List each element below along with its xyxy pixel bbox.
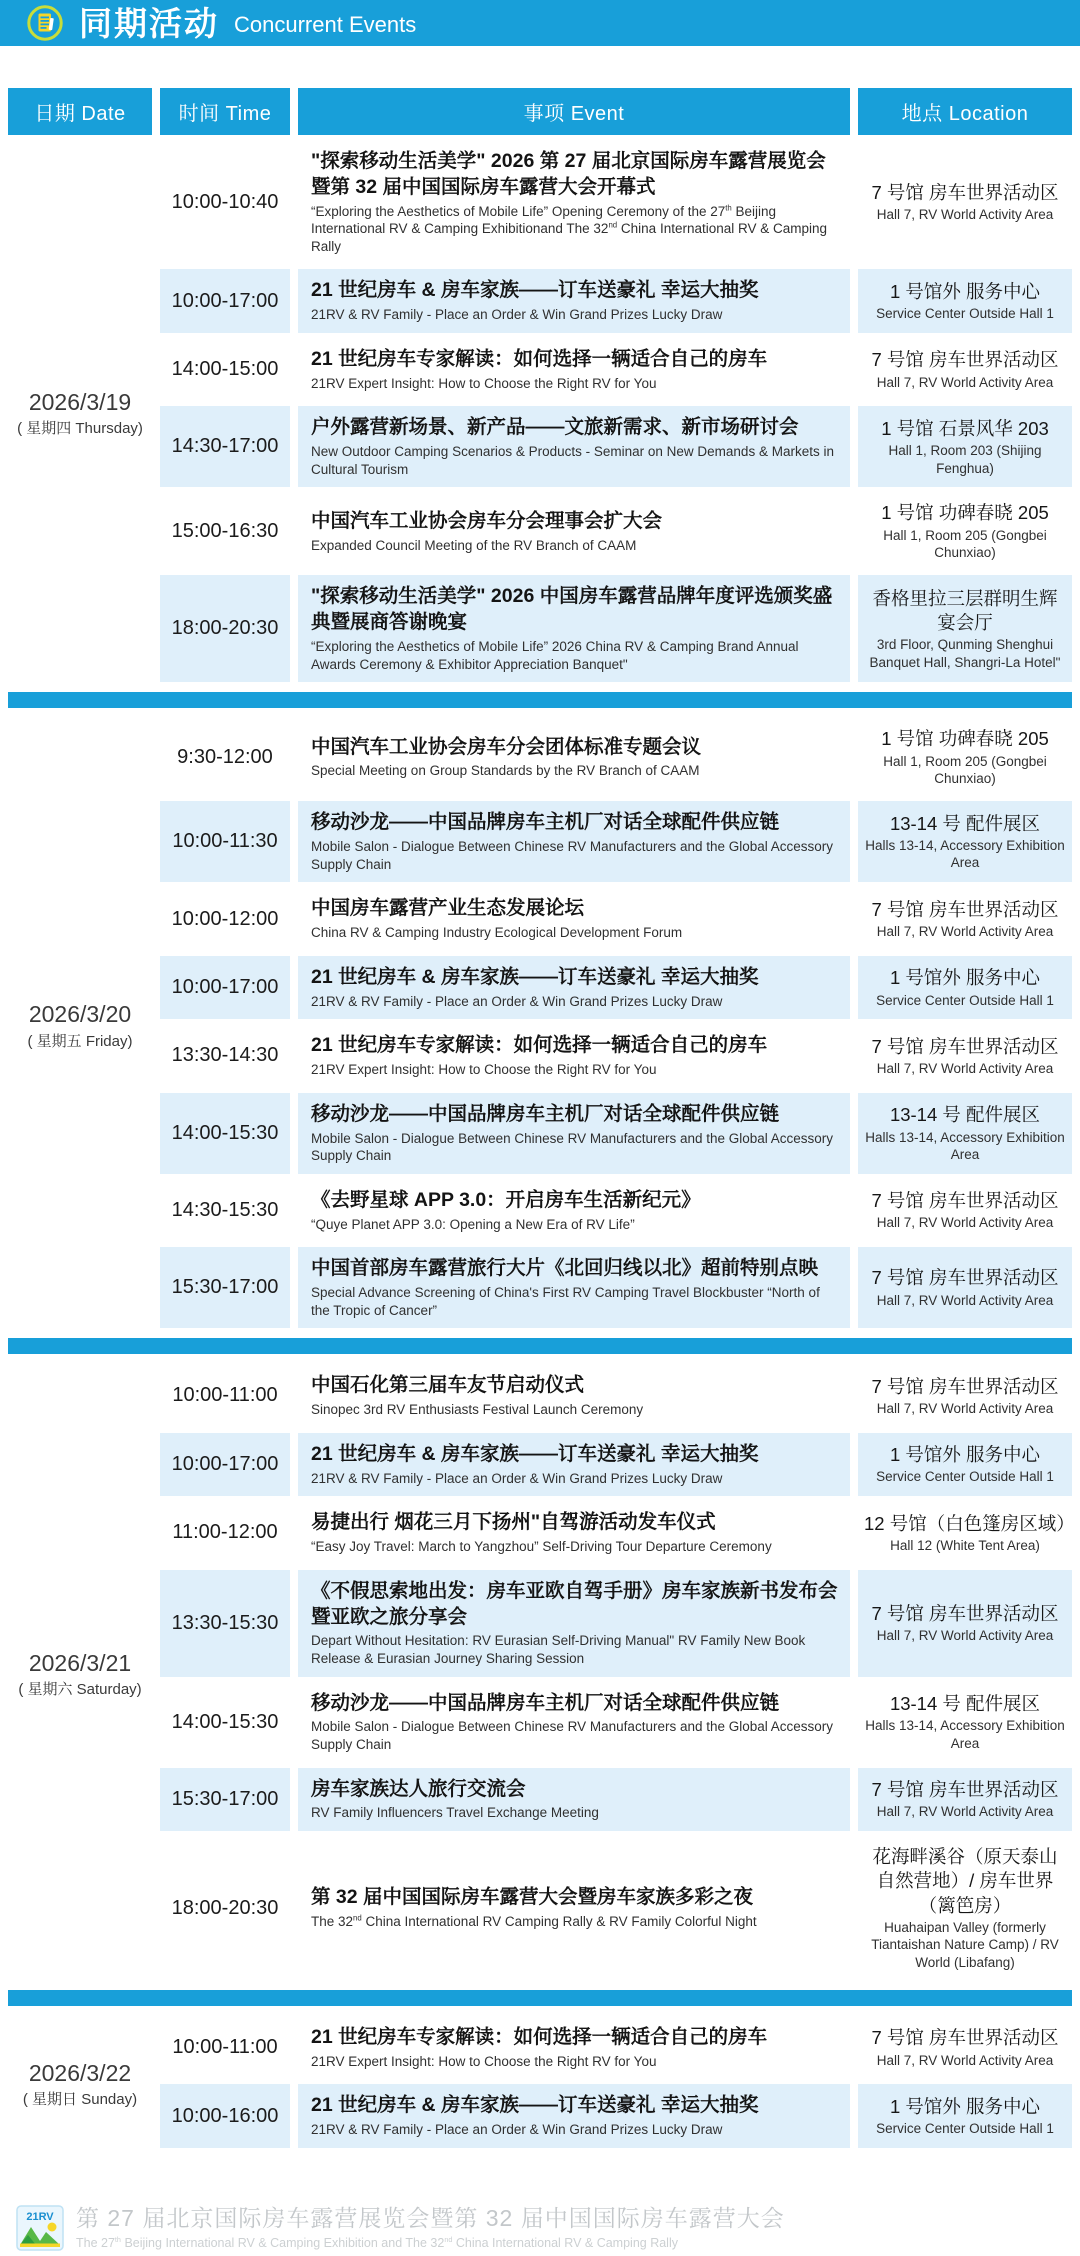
page-header	[0, 0, 1080, 46]
location-cell	[858, 492, 1072, 570]
table-row	[160, 718, 1072, 796]
event-title-zh: 21 世纪房车 & 房车家族——订车送豪礼 幸运大抽奖	[311, 1442, 759, 1465]
location-en: Halls 13-14, Accessory Exhibition Area	[865, 838, 1065, 871]
location-zh: 1 号馆 功碑春晓 205	[881, 502, 1049, 524]
location-cell	[858, 801, 1072, 882]
event-cell	[298, 1768, 850, 1831]
location-en: Hall 1, Room 203 (Shijing Fenghua)	[888, 443, 1042, 476]
time-cell: 15:30-17:00	[160, 1768, 290, 1831]
time-cell: 15:00-16:30	[160, 492, 290, 570]
table-row	[160, 801, 1072, 882]
table-row	[160, 406, 1072, 487]
date-cell	[8, 718, 152, 1333]
location-zh: 7 号馆 房车世界活动区	[871, 1267, 1059, 1289]
event-title-zh: 21 世纪房车专家解读：如何选择一辆适合自己的房车	[311, 2026, 768, 2049]
location-en: Hall 7, RV World Activity Area	[876, 374, 1054, 390]
event-title-en: “Easy Joy Travel: March to Yangzhou” Self-Driving Tour Departure Ceremony	[311, 1539, 772, 1555]
time-cell: 9:30-12:00	[160, 718, 290, 796]
location-en: Hall 12 (White Tent Area)	[890, 1537, 1040, 1553]
location-zh: 7 号馆 房车世界活动区	[871, 1778, 1059, 1800]
time-cell: 14:00-15:00	[160, 338, 290, 401]
table-row	[160, 956, 1072, 1019]
location-cell	[858, 2084, 1072, 2147]
day-section	[8, 140, 1072, 687]
table-row	[160, 1836, 1072, 1980]
location-zh: 1 号馆 功碑春晓 205	[881, 728, 1049, 750]
location-cell	[858, 956, 1072, 1019]
section-divider	[8, 692, 1072, 708]
event-title-en: 21RV Expert Insight: How to Choose the Right RV for You	[311, 1062, 657, 1078]
event-title-zh: 21 世纪房车专家解读：如何选择一辆适合自己的房车	[311, 347, 768, 370]
location-en: Hall 7, RV World Activity Area	[876, 2052, 1054, 2068]
table-row	[160, 269, 1072, 332]
location-cell	[858, 1093, 1072, 1174]
column-header-event: 事项 Event	[298, 88, 850, 135]
event-title-zh: 移动沙龙——中国品牌房车主机厂对话全球配件供应链	[311, 811, 780, 834]
day-rows	[160, 2016, 1072, 2153]
location-cell	[858, 1570, 1072, 1677]
location-cell	[858, 269, 1072, 332]
event-title-en: 21RV & RV Family - Place an Order & Win Grand Prizes Lucky Draw	[311, 2122, 723, 2138]
time-cell: 13:30-15:30	[160, 1570, 290, 1677]
event-cell	[298, 1836, 850, 1980]
event-title-zh: 中国首部房车露营旅行大片《北回归线以北》超前特别点映	[311, 1257, 819, 1280]
day-rows	[160, 1364, 1075, 1985]
time-cell: 10:00-16:00	[160, 2084, 290, 2147]
event-title-en: RV Family Influencers Travel Exchange Meeting	[311, 1805, 599, 1821]
time-cell: 14:00-15:30	[160, 1682, 290, 1763]
location-cell	[858, 406, 1072, 487]
event-title-en: 21RV Expert Insight: How to Choose the Right RV for You	[311, 375, 657, 391]
date-value: 2026/3/21	[28, 1649, 132, 1676]
column-header-time: 时间 Time	[160, 88, 290, 135]
time-cell: 14:30-17:00	[160, 406, 290, 487]
location-zh: 13-14 号 配件展区	[889, 812, 1041, 834]
location-en: Hall 1, Room 205 (Gongbei Chunxiao)	[883, 753, 1047, 786]
section-divider	[8, 1990, 1072, 2006]
time-cell: 10:00-17:00	[160, 1433, 290, 1496]
event-cell	[298, 1247, 850, 1328]
location-en: Hall 7, RV World Activity Area	[876, 207, 1054, 223]
event-cell	[298, 269, 850, 332]
location-cell	[858, 1179, 1072, 1242]
event-title-zh: 户外露营新场景、新产品——文旅新需求、新市场研讨会	[311, 416, 799, 439]
time-cell: 10:00-12:00	[160, 887, 290, 950]
date-value: 2026/3/19	[28, 388, 132, 415]
event-title-en: Special Meeting on Group Standards by the RV Branch of CAAM	[311, 763, 700, 779]
location-zh: 13-14 号 配件展区	[889, 1693, 1041, 1715]
table-row	[160, 1247, 1072, 1328]
event-cell	[298, 718, 850, 796]
event-cell	[298, 1501, 850, 1564]
time-cell: 15:30-17:00	[160, 1247, 290, 1328]
event-title-zh: 《去野星球 APP 3.0：开启房车生活新纪元》	[311, 1188, 701, 1211]
event-cell	[298, 2084, 850, 2147]
table-row	[160, 140, 1072, 264]
time-cell: 10:00-11:00	[160, 1364, 290, 1427]
location-cell	[858, 338, 1072, 401]
location-cell	[858, 1682, 1072, 1763]
event-cell	[298, 406, 850, 487]
location-cell	[858, 1501, 1075, 1564]
weekday-value: ( 星期日 Sunday)	[22, 2091, 138, 2109]
location-cell	[858, 2016, 1072, 2079]
event-title-zh: 21 世纪房车 & 房车家族——订车送豪礼 幸运大抽奖	[311, 2094, 759, 2117]
expo-logo	[16, 2205, 64, 2251]
time-cell: 14:30-15:30	[160, 1179, 290, 1242]
location-en: Service Center Outside Hall 1	[876, 1469, 1054, 1485]
event-title-en: 21RV & RV Family - Place an Order & Win Grand Prizes Lucky Draw	[311, 993, 723, 1009]
event-title-zh: 中国汽车工业协会房车分会理事会扩大会	[311, 509, 663, 532]
event-cell	[298, 1433, 850, 1496]
location-cell	[858, 575, 1072, 682]
date-cell	[8, 1364, 152, 1985]
event-title-en: Special Advance Screening of China's First RV Camping Travel Blockbuster “North of the Tropic of Cancer”	[311, 1285, 820, 1318]
location-zh: 7 号馆 房车世界活动区	[871, 898, 1059, 920]
table-row	[160, 575, 1072, 682]
location-en: Hall 1, Room 205 (Gongbei Chunxiao)	[883, 527, 1047, 561]
event-title-en: Mobile Salon - Dialogue Between Chinese RV Manufacturers and the Global Accessory Supply Chain	[311, 1719, 834, 1752]
day-section	[8, 1364, 1075, 1985]
location-zh: 7 号馆 房车世界活动区	[871, 1602, 1059, 1624]
location-cell	[858, 1247, 1072, 1328]
table-row	[160, 1433, 1072, 1496]
location-zh: 花海畔溪谷（原天泰山自然营地）/ 房车世界（篱笆房）	[872, 1846, 1058, 1916]
events-doc-icon	[26, 4, 64, 42]
table-row	[160, 1093, 1072, 1174]
event-cell	[298, 1570, 850, 1677]
location-cell	[858, 1364, 1072, 1427]
table-row	[160, 1570, 1072, 1677]
table-row	[160, 492, 1072, 570]
event-title-zh: 21 世纪房车 & 房车家族——订车送豪礼 幸运大抽奖	[311, 279, 759, 302]
event-cell	[298, 1093, 850, 1174]
date-cell	[8, 2016, 152, 2153]
location-zh: 7 号馆 房车世界活动区	[871, 1190, 1059, 1212]
table-row	[160, 1364, 1072, 1427]
table-body	[8, 140, 1075, 2153]
table-header-row	[8, 88, 1072, 135]
event-title-zh: "探索移动生活美学" 2026 第 27 届北京国际房车露营展览会暨第 32 届中国国际房车露营大会开幕式	[311, 150, 826, 198]
event-cell	[298, 492, 850, 570]
location-zh: 13-14 号 配件展区	[889, 1104, 1041, 1126]
location-cell	[858, 887, 1072, 950]
event-title-en: “Quye Planet APP 3.0: Opening a New Era of RV Life”	[311, 1216, 635, 1232]
table-row	[160, 1024, 1072, 1087]
event-cell	[298, 1364, 850, 1427]
location-en: Hall 7, RV World Activity Area	[876, 1400, 1054, 1416]
location-zh: 1 号馆外 服务中心	[889, 1444, 1041, 1466]
event-title-zh: "探索移动生活美学" 2026 中国房车露营品牌年度评选颁奖盛典暨展商答谢晚宴	[311, 585, 833, 634]
location-en: Huahaipan Valley (formerly Tiantaishan Nature Camp) / RV World (Libafang)	[871, 1920, 1059, 1970]
date-value: 2026/3/22	[28, 2059, 132, 2086]
location-cell	[858, 1836, 1072, 1980]
table-row	[160, 1179, 1072, 1242]
event-title-zh: 房车家族达人旅行交流会	[311, 1777, 526, 1800]
event-cell	[298, 887, 850, 950]
event-title-en: 21RV & RV Family - Place an Order & Win Grand Prizes Lucky Draw	[311, 307, 723, 323]
event-title-en: Sinopec 3rd RV Enthusiasts Festival Launch Ceremony	[311, 1402, 644, 1418]
location-zh: 7 号馆 房车世界活动区	[871, 1375, 1059, 1397]
event-title-en: “Exploring the Aesthetics of Mobile Life” 2026 China RV & Camping Brand Annual Awards Ceremony & Exhibitor Appreciation Banquet"	[311, 639, 799, 672]
location-en: Hall 7, RV World Activity Area	[876, 924, 1054, 940]
location-en: Halls 13-14, Accessory Exhibition Area	[865, 1718, 1065, 1751]
table-row	[160, 2016, 1072, 2079]
location-en: Hall 7, RV World Activity Area	[876, 1292, 1054, 1308]
weekday-value: ( 星期四 Thursday)	[17, 420, 143, 438]
event-title-zh: 第 32 届中国国际房车露营大会暨房车家族多彩之夜	[311, 1886, 754, 1909]
event-cell	[298, 801, 850, 882]
event-title-zh: 中国房车露营产业生态发展论坛	[311, 897, 585, 920]
location-zh: 7 号馆 房车世界活动区	[871, 349, 1059, 371]
event-title-en: 21RV & RV Family - Place an Order & Win Grand Prizes Lucky Draw	[311, 1470, 723, 1486]
location-zh: 7 号馆 房车世界活动区	[871, 1035, 1059, 1057]
event-title-zh: 移动沙龙——中国品牌房车主机厂对话全球配件供应链	[311, 1691, 780, 1714]
location-en: 3rd Floor, Qunming Shenghui Banquet Hall, Shangri-La Hotel"	[869, 637, 1061, 670]
section-divider	[8, 1338, 1072, 1354]
event-title-zh: 易捷出行 烟花三月下扬州"自驾游活动发车仪式	[311, 1511, 716, 1534]
date-cell	[8, 140, 152, 687]
time-cell: 10:00-17:00	[160, 956, 290, 1019]
location-zh: 香格里拉三层群明生辉宴会厅	[872, 587, 1058, 634]
location-cell	[858, 1024, 1072, 1087]
event-cell	[298, 1024, 850, 1087]
footer-title-zh: 第 27 届北京国际房车露营展览会暨第 32 届中国国际房车露营大会	[76, 2205, 785, 2232]
weekday-value: ( 星期六 Saturday)	[18, 1681, 142, 1699]
event-title-en: New Outdoor Camping Scenarios & Products - Seminar on New Demands & Markets in Cultural Tourism	[311, 444, 834, 477]
time-cell: 18:00-20:30	[160, 575, 290, 682]
time-cell: 10:00-17:00	[160, 269, 290, 332]
location-cell	[858, 1768, 1072, 1831]
event-cell	[298, 140, 850, 264]
page-footer	[16, 2205, 1080, 2251]
time-cell: 18:00-20:30	[160, 1836, 290, 1980]
event-title-en: Depart Without Hesitation: RV Eurasian Self-Driving Manual" RV Family New Book Release & Eurasian Journey Sharing Session	[311, 1633, 806, 1666]
location-zh: 1 号馆外 服务中心	[889, 967, 1041, 989]
event-title-zh: 21 世纪房车专家解读：如何选择一辆适合自己的房车	[311, 1034, 768, 1057]
location-en: Service Center Outside Hall 1	[876, 992, 1054, 1008]
time-cell: 10:00-11:00	[160, 2016, 290, 2079]
day-rows	[160, 718, 1072, 1333]
event-cell	[298, 1682, 850, 1763]
location-zh: 1 号馆外 服务中心	[889, 280, 1041, 302]
location-zh: 1 号馆 石景风华 203	[881, 417, 1049, 439]
day-section	[8, 2016, 1072, 2153]
table-row	[160, 1768, 1072, 1831]
event-title-zh: 中国石化第三届车友节启动仪式	[311, 1374, 585, 1397]
event-title-en: “Exploring the Aesthetics of Mobile Life” Opening Ceremony of the 27th Beijing International RV & Camping Exhibitionand The 32nd China International RV & Camping Rally	[311, 203, 828, 254]
column-header-date: 日期 Date	[8, 88, 152, 135]
date-value: 2026/3/20	[28, 1000, 132, 1027]
location-cell	[858, 140, 1072, 264]
event-cell	[298, 956, 850, 1019]
location-zh: 1 号馆外 服务中心	[889, 2095, 1041, 2117]
time-cell: 11:00-12:00	[160, 1501, 290, 1564]
event-title-en: China RV & Camping Industry Ecological Development Forum	[311, 925, 683, 941]
event-title-en: Expanded Council Meeting of the RV Branch of CAAM	[311, 537, 637, 553]
footer-text	[76, 2205, 785, 2251]
table-row	[160, 1682, 1072, 1763]
footer-title-en: The 27th Beijing International RV & Camping Exhibition and The 32nd China International RV & Camping Rally	[76, 2234, 678, 2250]
page-title-zh: 同期活动	[79, 4, 219, 42]
location-en: Hall 7, RV World Activity Area	[876, 1628, 1054, 1644]
time-cell: 10:00-10:40	[160, 140, 290, 264]
table-row	[160, 338, 1072, 401]
location-en: Hall 7, RV World Activity Area	[876, 1061, 1054, 1076]
day-section	[8, 718, 1072, 1333]
time-cell: 13:30-14:30	[160, 1024, 290, 1087]
time-cell: 10:00-11:30	[160, 801, 290, 882]
time-cell: 14:00-15:30	[160, 1093, 290, 1174]
location-en: Service Center Outside Hall 1	[876, 2121, 1054, 2137]
event-title-en: 21RV Expert Insight: How to Choose the Right RV for You	[311, 2053, 657, 2069]
event-title-en: Mobile Salon - Dialogue Between Chinese RV Manufacturers and the Global Accessory Supply Chain	[311, 839, 834, 872]
events-table	[8, 88, 1075, 2153]
event-cell	[298, 575, 850, 682]
svg-text:21RV: 21RV	[26, 2210, 54, 2223]
day-rows	[160, 140, 1072, 687]
table-row	[160, 887, 1072, 950]
event-title-en: Mobile Salon - Dialogue Between Chinese RV Manufacturers and the Global Accessory Supply Chain	[311, 1130, 834, 1164]
event-cell	[298, 1179, 850, 1242]
location-en: Hall 7, RV World Activity Area	[876, 1215, 1054, 1231]
event-title-zh: 《不假思索地出发：房车亚欧自驾手册》房车家族新书发布会暨亚欧之旅分享会	[311, 1579, 838, 1628]
event-title-en: The 32nd China International RV Camping Rally & RV Family Colorful Night	[311, 1913, 757, 1930]
location-en: Service Center Outside Hall 1	[876, 306, 1054, 322]
location-cell	[858, 718, 1072, 796]
event-cell	[298, 338, 850, 401]
location-zh: 7 号馆 房车世界活动区	[871, 181, 1059, 203]
table-row	[160, 1501, 1075, 1564]
event-title-zh: 中国汽车工业协会房车分会团体标准专题会议	[311, 735, 702, 758]
location-zh: 7 号馆 房车世界活动区	[871, 2027, 1059, 2049]
event-title-zh: 21 世纪房车 & 房车家族——订车送豪礼 幸运大抽奖	[311, 965, 759, 988]
event-title-zh: 移动沙龙——中国品牌房车主机厂对话全球配件供应链	[311, 1102, 780, 1125]
location-cell	[858, 1433, 1072, 1496]
event-cell	[298, 2016, 850, 2079]
location-en: Halls 13-14, Accessory Exhibition Area	[865, 1129, 1065, 1162]
column-header-location: 地点 Location	[858, 88, 1072, 135]
location-zh: 12 号馆（白色篷房区域）	[864, 1512, 1075, 1534]
table-row	[160, 2084, 1072, 2147]
weekday-value: ( 星期五 Friday)	[27, 1032, 133, 1050]
location-en: Hall 7, RV World Activity Area	[876, 1804, 1054, 1820]
page-title-en: Concurrent Events	[234, 12, 417, 37]
